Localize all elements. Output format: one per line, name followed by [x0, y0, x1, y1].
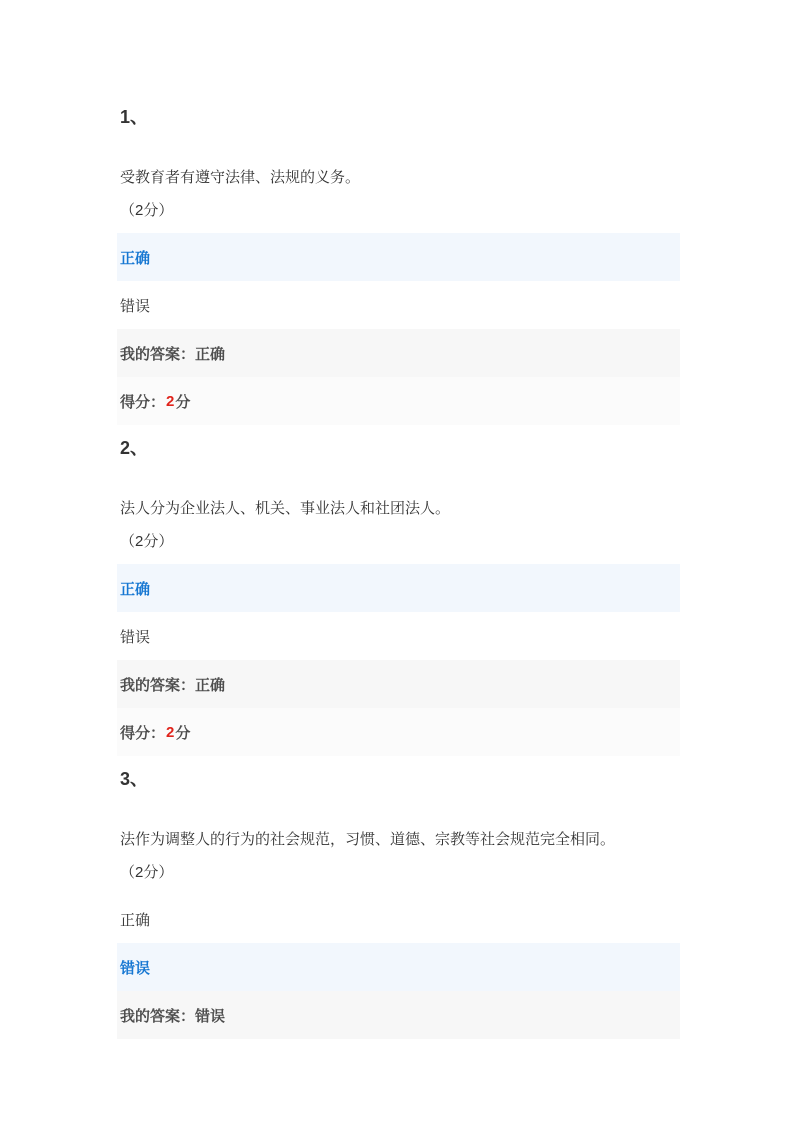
- quiz-content: [120, 108, 680, 1039]
- option-label: 错误: [120, 628, 151, 646]
- option-false[interactable]: [117, 943, 680, 991]
- my-answer-text: 我的答案：正确: [120, 345, 226, 363]
- option-label: 错误: [120, 959, 151, 977]
- option-label: 错误: [120, 297, 151, 315]
- question-number: 2、: [120, 438, 149, 458]
- my-answer-row: [117, 660, 680, 708]
- my-answer-row: [117, 329, 680, 377]
- my-answer-text: 我的答案：错误: [120, 1007, 226, 1025]
- question-number: 3、: [120, 769, 149, 789]
- question-block-2: [120, 439, 680, 756]
- option-false[interactable]: [117, 612, 680, 660]
- option-label: 正确: [120, 249, 151, 267]
- score-value: 2: [166, 392, 175, 410]
- score-suffix: 分: [175, 393, 191, 411]
- question-points: （2分）: [120, 202, 174, 219]
- question-text: 法人分为企业法人、机关、事业法人和社团法人。: [120, 500, 451, 517]
- score-row: [117, 377, 680, 425]
- question-text: 受教育者有遵守法律、法规的义务。: [120, 169, 361, 186]
- question-rows: [117, 895, 680, 1039]
- my-answer-row: [117, 991, 680, 1039]
- question-text: 法作为调整人的行为的社会规范，习惯、道德、宗教等社会规范完全相同。: [120, 831, 616, 848]
- question-block-3: [120, 770, 680, 1039]
- option-true[interactable]: [117, 233, 680, 281]
- score-prefix: 得分：: [120, 724, 166, 742]
- question-rows: [117, 564, 680, 756]
- question-points: （2分）: [120, 864, 174, 881]
- question-number: 1、: [120, 107, 149, 127]
- score-row: [117, 708, 680, 756]
- question-rows: [117, 233, 680, 425]
- score-value: 2: [166, 723, 175, 741]
- score-prefix: 得分：: [120, 393, 166, 411]
- option-label: 正确: [120, 580, 151, 598]
- question-block-1: [120, 108, 680, 425]
- question-points: （2分）: [120, 533, 174, 550]
- option-label: 正确: [120, 911, 151, 929]
- my-answer-text: 我的答案：正确: [120, 676, 226, 694]
- option-true[interactable]: [117, 564, 680, 612]
- option-true[interactable]: [117, 895, 680, 943]
- score-suffix: 分: [175, 724, 191, 742]
- option-false[interactable]: [117, 281, 680, 329]
